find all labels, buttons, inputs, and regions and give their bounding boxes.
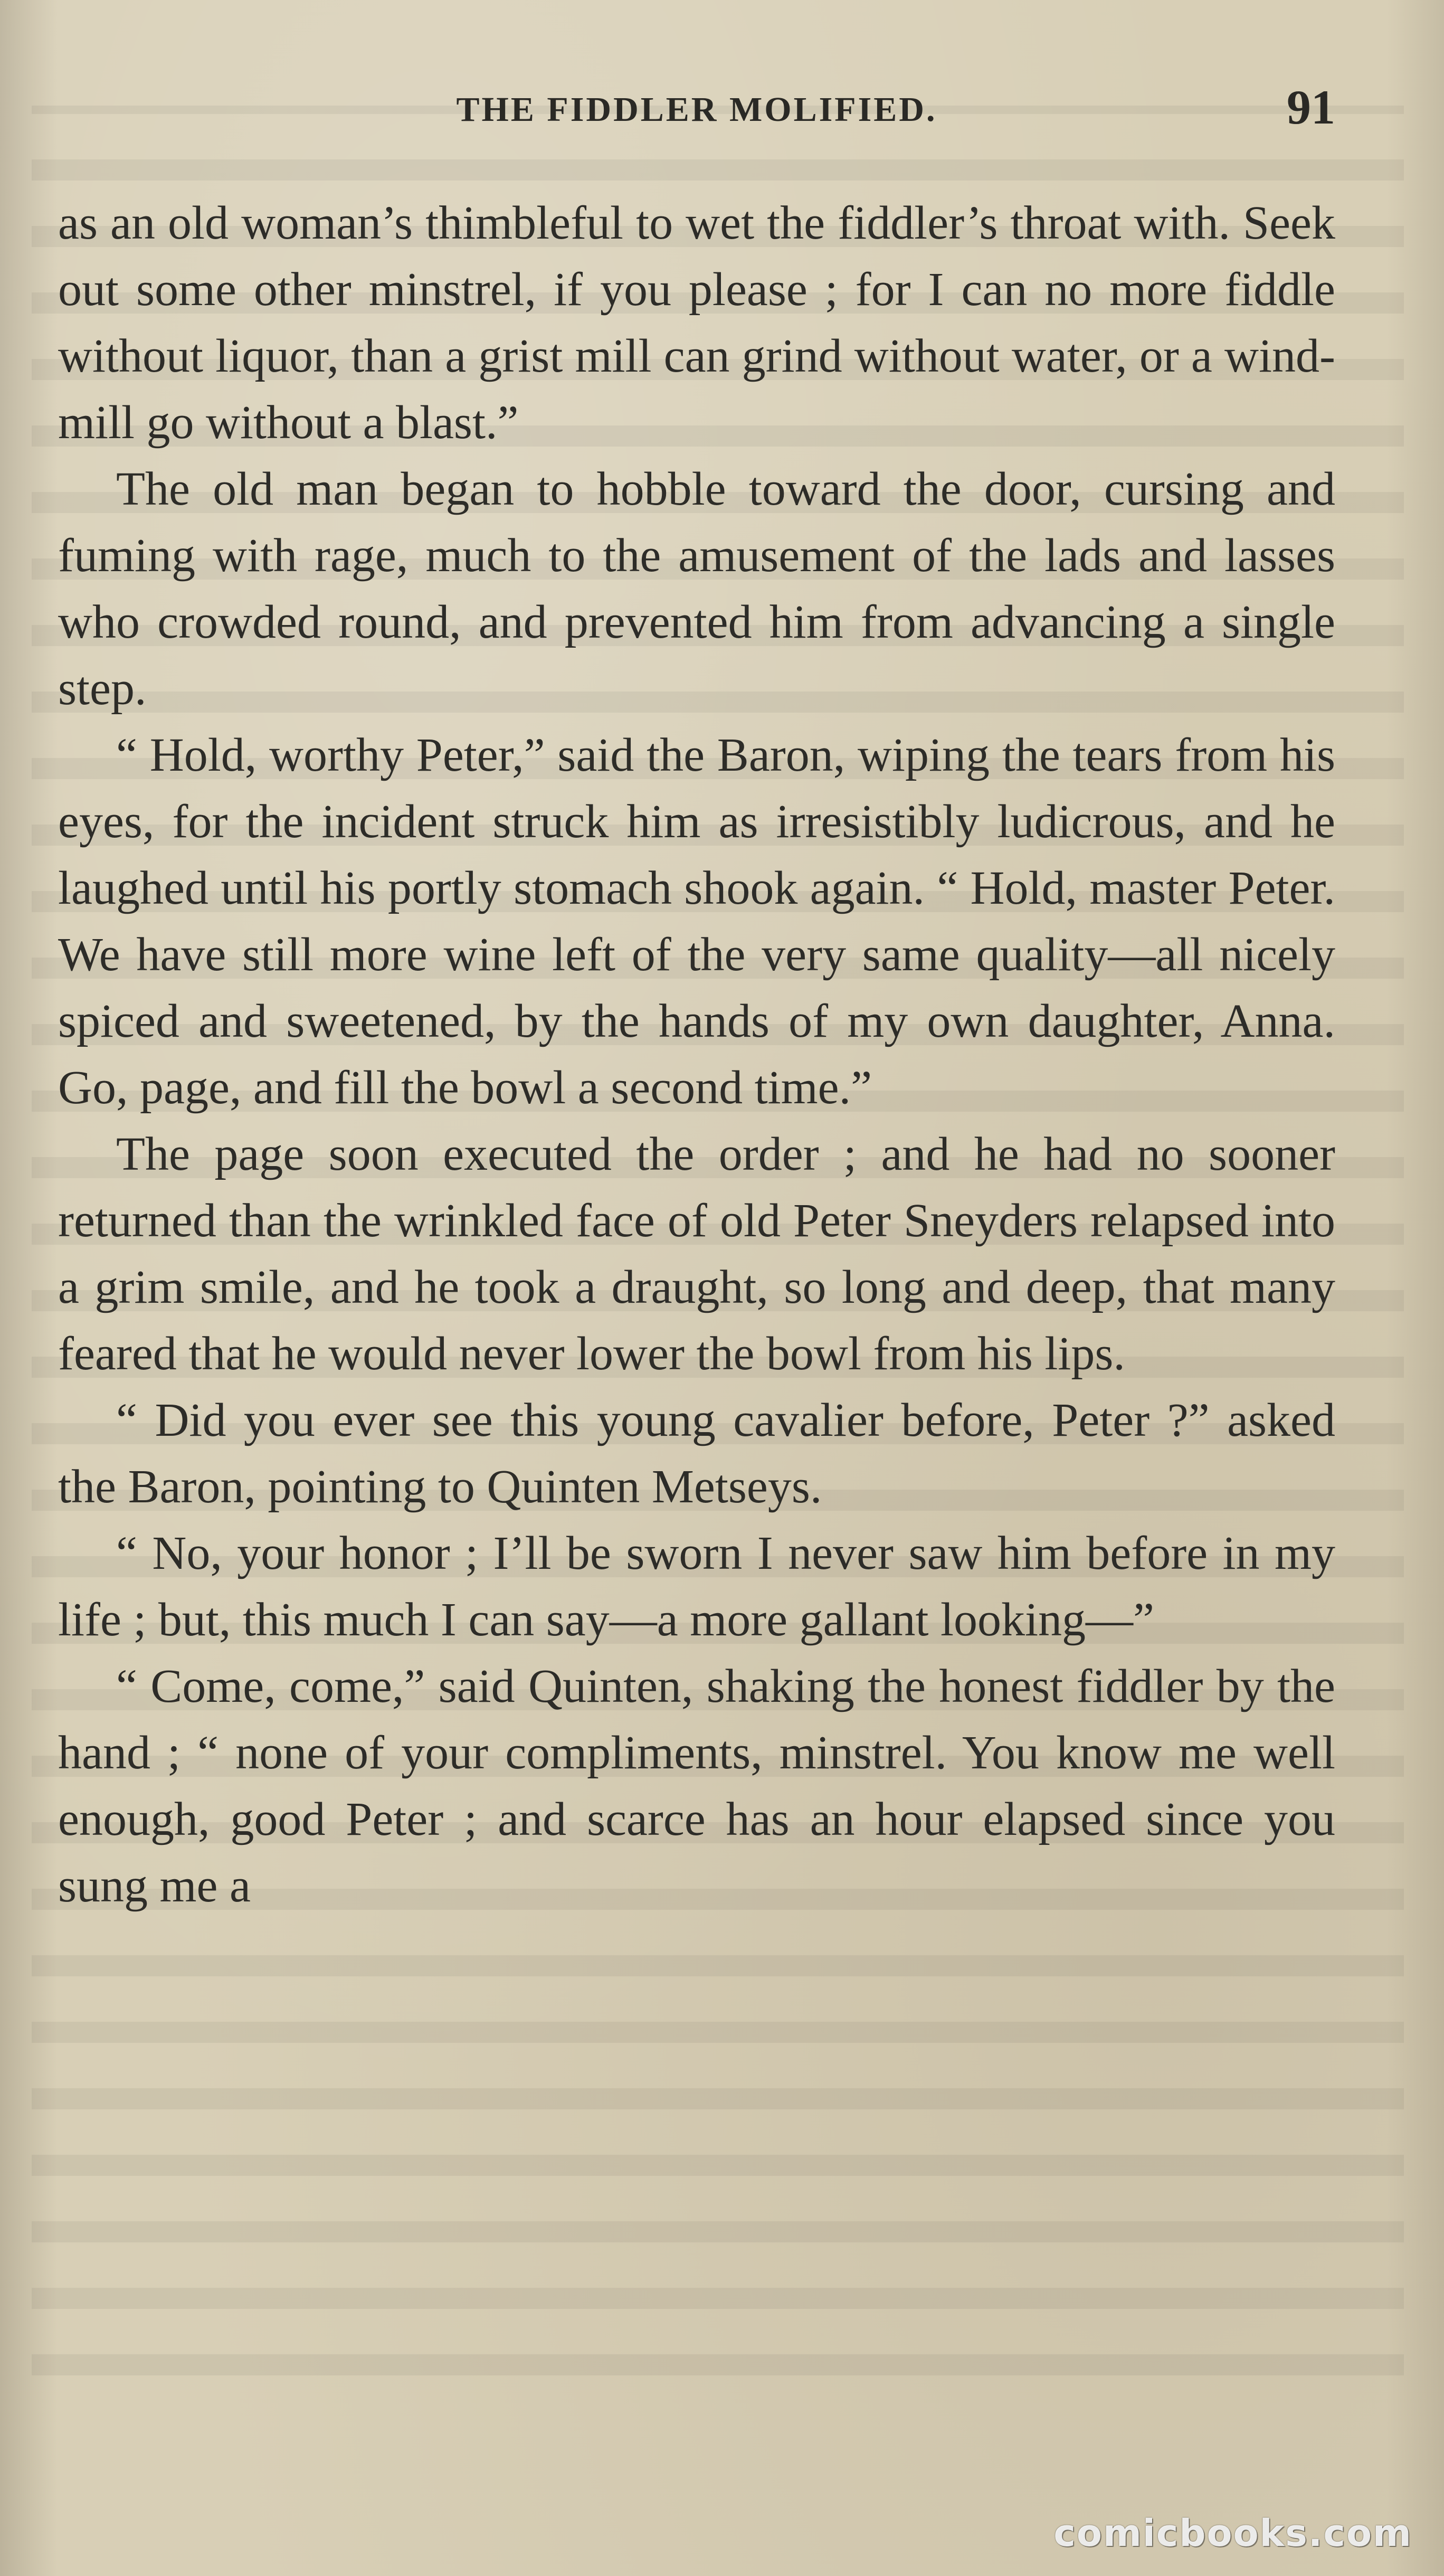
page-number: 91 — [1287, 80, 1335, 134]
paragraph-1: as an old woman’s thimbleful to wet the fiddler’s throat with. Seek out some other minstrel, if you please ; for I can no more fiddle without liquor, than a grist mill can grind without water, or a wind-mill go without a blast.” — [58, 197, 1335, 449]
page-header — [58, 79, 1335, 143]
paragraph-5: “ Did you ever see this young cavalier before, Peter ?” asked the Baron, pointing to Quinten Metseys. — [58, 1394, 1335, 1513]
paragraph-4: The page soon executed the order ; and he had no sooner returned than the wrinkled face of old Peter Sneyders relapsed into a grim smile, and he took a draught, so long and deep, that many feared that he would never lower the bowl from his lips. — [58, 1128, 1335, 1380]
running-title: THE FIDDLER MOLIFIED. — [456, 90, 937, 129]
body-text — [58, 190, 1335, 1919]
paragraph-2: The old man began to hobble toward the door, cursing and fuming with rage, much to the amusement of the lads and lasses who crowded round, and prevented him from advancing a single step. — [58, 463, 1335, 715]
paragraph-6: “ No, your honor ; I’ll be sworn I never saw him before in my life ; but, this much I can say—a more gallant looking—” — [58, 1527, 1335, 1646]
paragraph-7: “ Come, come,” said Quinten, shaking the honest fiddler by the hand ; “ none of your compliments, minstrel. You know me well enough, good Peter ; and scarce has an hour elapsed since you sung me a — [58, 1660, 1335, 1912]
paragraph-3: “ Hold, worthy Peter,” said the Baron, wiping the tears from his eyes, for the incident struck him as irresistibly ludicrous, and he laughed until his portly stomach shook again. “ Hold, master Peter. We have still more wine left of the very same quality—all nicely spiced and sweetened, by the hands of my own daughter, Anna. Go, page, and fill the bowl a second time.” — [58, 729, 1335, 1114]
site-watermark: comicbooks.com — [1053, 2512, 1412, 2555]
